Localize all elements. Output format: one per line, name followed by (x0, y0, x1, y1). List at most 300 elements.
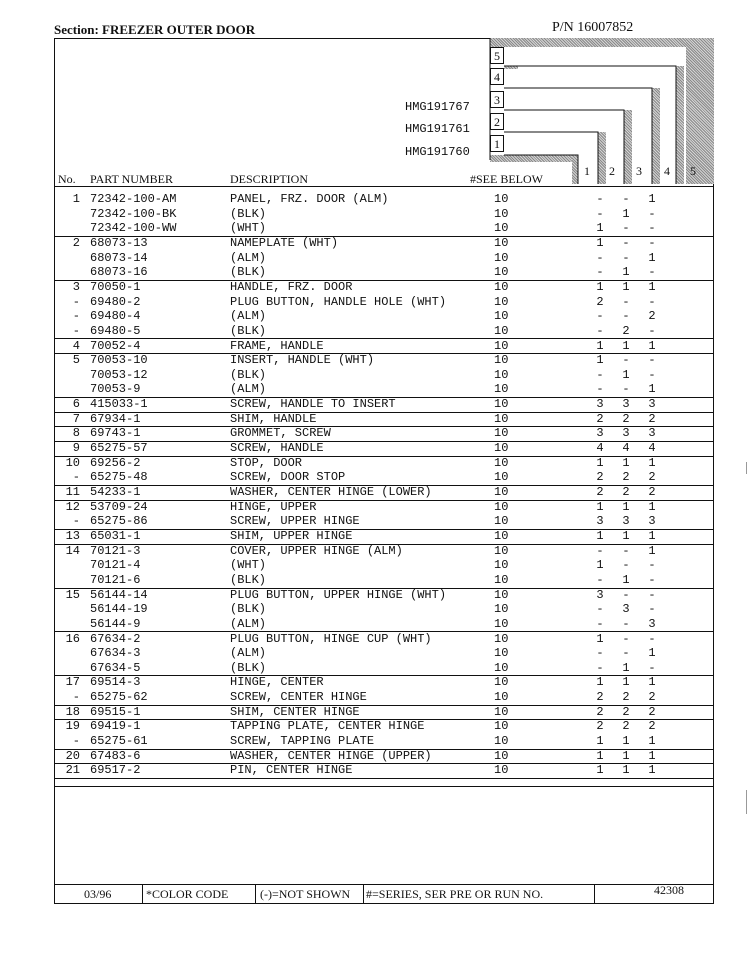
part-description: (ALM) (230, 309, 267, 324)
footer-series-note: #=SERIES, SER PRE OR RUN NO. (366, 887, 544, 901)
part-description: SCREW, DOOR STOP (230, 470, 346, 485)
item-number: - (72, 323, 80, 338)
quantity-model-2: - (622, 616, 630, 631)
part-number: 70121-4 (90, 558, 141, 573)
part-number: 67934-1 (90, 411, 141, 426)
part-description: (BLK) (230, 572, 267, 587)
part-number: 415033-1 (90, 397, 148, 412)
quantity-model-1: 3 (596, 397, 604, 412)
part-description: (ALM) (230, 250, 267, 265)
part-description: FRAME, HANDLE (230, 338, 324, 353)
quantity-model-1: - (596, 660, 604, 675)
table-row (54, 441, 714, 457)
series-number: 10 (494, 206, 509, 221)
part-number: 68073-16 (90, 265, 148, 280)
quantity-model-2: 1 (622, 675, 630, 690)
quantity-model-2: - (622, 353, 630, 368)
quantity-model-3: 1 (648, 675, 656, 690)
quantity-model-1: - (596, 206, 604, 221)
quantity-model-2: - (622, 587, 630, 602)
table-row (54, 251, 714, 266)
series-number: 10 (494, 690, 509, 705)
part-number: 70053-12 (90, 367, 148, 382)
quantity-model-3: 1 (648, 543, 656, 558)
table-row (54, 295, 714, 310)
quantity-model-1: 4 (596, 441, 604, 456)
quantity-model-2: - (622, 309, 630, 324)
table-row (54, 412, 714, 428)
item-number: 20 (65, 748, 80, 763)
part-number: 65031-1 (90, 528, 141, 543)
part-description: SCREW, HANDLE (230, 441, 324, 456)
part-number: 65275-57 (90, 441, 148, 456)
quantity-model-2: 4 (622, 441, 630, 456)
table-row (54, 324, 714, 340)
quantity-model-3: 1 (648, 250, 656, 265)
quantity-model-2: 1 (622, 455, 630, 470)
quantity-model-3: - (648, 631, 656, 646)
quantity-model-2: 2 (622, 411, 630, 426)
quantity-model-1: 1 (596, 528, 604, 543)
col-header-model-3: 3 (636, 164, 642, 178)
part-number: 72342-100-BK (90, 206, 177, 221)
quantity-model-1: 1 (596, 748, 604, 763)
quantity-model-2: 1 (622, 367, 630, 382)
part-number: 70053-10 (90, 353, 148, 368)
part-number: 69480-5 (90, 323, 141, 338)
item-number: 11 (65, 485, 80, 499)
series-number: 10 (494, 367, 509, 382)
part-number: 68073-13 (90, 235, 148, 250)
quantity-model-2: - (622, 543, 630, 558)
col-header-part-number: PART NUMBER (90, 172, 173, 186)
part-description: SCREW, TAPPING PLATE (230, 734, 375, 749)
table-row (54, 749, 714, 765)
quantity-model-1: 1 (596, 558, 604, 573)
footer-color-code: *COLOR CODE (146, 887, 229, 901)
table-row (54, 397, 714, 413)
quantity-model-3: 3 (648, 426, 656, 441)
series-number: 10 (494, 485, 509, 499)
col-header-description: DESCRIPTION (230, 172, 309, 186)
item-number: - (72, 734, 80, 749)
item-number: 18 (65, 704, 80, 719)
series-number: 10 (494, 631, 509, 646)
quantity-model-2: - (622, 192, 630, 206)
item-number: 3 (72, 279, 80, 294)
table-row (54, 661, 714, 677)
quantity-model-2: - (622, 646, 630, 661)
series-number: 10 (494, 646, 509, 661)
part-description: (WHT) (230, 558, 267, 573)
table-row (54, 353, 714, 368)
table-row (54, 763, 714, 779)
quantity-model-1: - (596, 616, 604, 631)
quantity-model-1: 2 (596, 704, 604, 719)
quantity-model-2: - (622, 235, 630, 250)
col-header-model-5: 5 (690, 164, 696, 178)
part-description: (BLK) (230, 367, 267, 382)
quantity-model-2: - (622, 294, 630, 309)
quantity-model-2: 2 (622, 704, 630, 719)
part-description: INSERT, HANDLE (WHT) (230, 353, 375, 368)
part-number: 69480-4 (90, 309, 141, 324)
quantity-model-2: 1 (622, 265, 630, 280)
quantity-model-1: 2 (596, 470, 604, 485)
quantity-model-1: 1 (596, 631, 604, 646)
quantity-model-3: 2 (648, 470, 656, 485)
section-title: Section: FREEZER OUTER DOOR (54, 22, 256, 37)
series-number: 10 (494, 602, 509, 617)
part-description: PANEL, FRZ. DOOR (ALM) (230, 192, 389, 206)
part-number: 70052-4 (90, 338, 141, 353)
col-header-no: No. (58, 172, 76, 186)
part-description: SHIM, CENTER HINGE (230, 704, 360, 719)
quantity-model-2: - (622, 250, 630, 265)
part-number: 70121-6 (90, 572, 141, 587)
quantity-model-2: 1 (622, 734, 630, 749)
part-description: WASHER, CENTER HINGE (UPPER) (230, 748, 432, 763)
table-row (54, 382, 714, 398)
table-row (54, 573, 714, 589)
series-box-3: 3 (490, 91, 504, 108)
series-number: 10 (494, 353, 509, 368)
table-row (54, 339, 714, 355)
series-number: 10 (494, 426, 509, 441)
quantity-model-3: 4 (648, 441, 656, 456)
part-description: STOP, DOOR (230, 455, 303, 470)
part-number: 68073-14 (90, 250, 148, 265)
part-number: 56144-9 (90, 616, 141, 631)
quantity-model-2: - (622, 221, 630, 236)
footer-doc-number: 42308 (654, 883, 684, 897)
model-number-2: HMG191761 (405, 122, 470, 136)
part-number: 72342-100-AM (90, 192, 177, 206)
series-number: 10 (494, 558, 509, 573)
quantity-model-3: 2 (648, 719, 656, 734)
part-number: 70121-3 (90, 543, 141, 558)
quantity-model-1: 1 (596, 353, 604, 368)
part-number: 67634-2 (90, 631, 141, 646)
quantity-model-2: 1 (622, 499, 630, 514)
quantity-model-1: 2 (596, 411, 604, 426)
item-number: 19 (65, 719, 80, 734)
quantity-model-2: 3 (622, 397, 630, 412)
header-rule (54, 186, 714, 187)
part-number: 67483-6 (90, 748, 141, 763)
quantity-model-3: 1 (648, 382, 656, 397)
table-row (54, 236, 714, 251)
quantity-model-1: 1 (596, 338, 604, 353)
footer-date: 03/96 (84, 887, 112, 901)
quantity-model-1: - (596, 367, 604, 382)
quantity-model-3: 1 (648, 763, 656, 778)
quantity-model-1: 1 (596, 675, 604, 690)
quantity-model-1: 3 (596, 587, 604, 602)
quantity-model-2: 1 (622, 338, 630, 353)
quantity-model-1: - (596, 309, 604, 324)
series-number: 10 (494, 470, 509, 485)
col-header-model-1: 1 (584, 164, 590, 178)
quantity-model-1: 2 (596, 485, 604, 499)
series-number: 10 (494, 235, 509, 250)
series-number: 10 (494, 675, 509, 690)
table-row (54, 207, 714, 222)
part-number: 69515-1 (90, 704, 141, 719)
quantity-model-2: 1 (622, 572, 630, 587)
quantity-model-2: 1 (622, 763, 630, 778)
quantity-model-1: - (596, 250, 604, 265)
quantity-model-1: 3 (596, 426, 604, 441)
part-number: 65275-61 (90, 734, 148, 749)
series-number: 10 (494, 528, 509, 543)
table-row (54, 602, 714, 617)
item-number: 9 (72, 441, 80, 456)
quantity-model-1: 1 (596, 279, 604, 294)
table-row (54, 368, 714, 383)
table-row (54, 456, 714, 471)
quantity-model-3: 3 (648, 397, 656, 412)
series-box-1: 1 (490, 135, 504, 152)
quantity-model-1: - (596, 602, 604, 617)
part-description: (WHT) (230, 221, 267, 236)
item-number: 21 (65, 763, 80, 778)
series-number: 10 (494, 587, 509, 602)
part-description: (BLK) (230, 323, 267, 338)
footer-bar (54, 884, 714, 904)
quantity-model-2: 1 (622, 206, 630, 221)
quantity-model-3: - (648, 572, 656, 587)
part-description: WASHER, CENTER HINGE (LOWER) (230, 485, 432, 499)
series-number: 10 (494, 763, 509, 778)
quantity-model-3: 1 (648, 455, 656, 470)
series-number: 10 (494, 543, 509, 558)
quantity-model-2: 1 (622, 528, 630, 543)
quantity-model-3: 1 (648, 279, 656, 294)
part-number: 70053-9 (90, 382, 141, 397)
table-row (54, 221, 714, 237)
part-description: HANDLE, FRZ. DOOR (230, 279, 353, 294)
quantity-model-1: 2 (596, 690, 604, 705)
series-number: 10 (494, 704, 509, 719)
quantity-model-3: - (648, 265, 656, 280)
quantity-model-1: - (596, 265, 604, 280)
quantity-model-2: 1 (622, 660, 630, 675)
quantity-model-3: - (648, 602, 656, 617)
table-row (54, 470, 714, 486)
quantity-model-2: 2 (622, 485, 630, 499)
item-number: 13 (65, 528, 80, 543)
part-description: SHIM, HANDLE (230, 411, 317, 426)
part-description: (BLK) (230, 206, 267, 221)
item-number: 15 (65, 587, 80, 602)
item-number: 16 (65, 631, 80, 646)
series-number: 10 (494, 397, 509, 412)
part-number: 69419-1 (90, 719, 141, 734)
series-box-2: 2 (490, 113, 504, 130)
part-description: HINGE, UPPER (230, 499, 317, 514)
series-number: 10 (494, 748, 509, 763)
quantity-model-1: 1 (596, 221, 604, 236)
part-description: PLUG BUTTON, UPPER HINGE (WHT) (230, 587, 447, 602)
part-description: (ALM) (230, 382, 267, 397)
part-number: 69743-1 (90, 426, 141, 441)
series-number: 10 (494, 250, 509, 265)
part-number: 56144-19 (90, 602, 148, 617)
part-description: NAMEPLATE (WHT) (230, 235, 339, 250)
series-number: 10 (494, 499, 509, 514)
item-number: 7 (72, 411, 80, 426)
table-row (54, 632, 714, 647)
part-number: 70050-1 (90, 279, 141, 294)
part-description: HINGE, CENTER (230, 675, 324, 690)
series-number: 10 (494, 338, 509, 353)
model-number-1: HMG191767 (405, 100, 470, 114)
item-number: 17 (65, 675, 80, 690)
quantity-model-3: - (648, 660, 656, 675)
table-row (54, 646, 714, 661)
item-number: 6 (72, 397, 80, 412)
item-number: - (72, 294, 80, 309)
part-number: 53709-24 (90, 499, 148, 514)
series-number: 10 (494, 719, 509, 734)
part-description: PLUG BUTTON, HINGE CUP (WHT) (230, 631, 432, 646)
part-number: 54233-1 (90, 485, 141, 499)
table-row (54, 690, 714, 706)
part-description: (BLK) (230, 602, 267, 617)
series-number: 10 (494, 192, 509, 206)
item-number: - (72, 514, 80, 529)
page-part-number: P/N 16007852 (552, 20, 634, 35)
quantity-model-1: 1 (596, 455, 604, 470)
part-description: (BLK) (230, 660, 267, 675)
table-row (54, 617, 714, 633)
table-row (54, 734, 714, 750)
table-row (54, 500, 714, 515)
quantity-model-3: 3 (648, 514, 656, 529)
series-number: 10 (494, 323, 509, 338)
quantity-model-2: 2 (622, 470, 630, 485)
quantity-model-3: 1 (648, 499, 656, 514)
series-number: 10 (494, 514, 509, 529)
table-row (54, 544, 714, 559)
part-description: SCREW, HANDLE TO INSERT (230, 397, 396, 412)
series-number: 10 (494, 411, 509, 426)
table-row (54, 265, 714, 281)
series-number: 10 (494, 221, 509, 236)
item-number: - (72, 690, 80, 705)
part-description: PIN, CENTER HINGE (230, 763, 353, 778)
quantity-model-2: 1 (622, 279, 630, 294)
table-row (54, 588, 714, 603)
part-description: SCREW, UPPER HINGE (230, 514, 360, 529)
quantity-model-3: 1 (648, 338, 656, 353)
quantity-model-1: 1 (596, 499, 604, 514)
table-row (54, 280, 714, 295)
quantity-model-1: 2 (596, 719, 604, 734)
table-row (54, 309, 714, 324)
quantity-model-3: 2 (648, 485, 656, 499)
quantity-model-1: 1 (596, 235, 604, 250)
quantity-model-2: 3 (622, 426, 630, 441)
quantity-model-2: - (622, 558, 630, 573)
part-description: GROMMET, SCREW (230, 426, 331, 441)
quantity-model-3: 2 (648, 704, 656, 719)
table-row (54, 426, 714, 442)
series-box-4: 4 (490, 68, 504, 85)
quantity-model-1: - (596, 646, 604, 661)
part-description: (ALM) (230, 646, 267, 661)
quantity-model-2: 1 (622, 748, 630, 763)
col-header-model-2: 2 (609, 164, 615, 178)
quantity-model-3: - (648, 206, 656, 221)
quantity-model-3: 1 (648, 748, 656, 763)
series-number: 10 (494, 265, 509, 280)
footer-not-shown: (-)=NOT SHOWN (260, 887, 351, 901)
table-row (54, 192, 714, 207)
table-row (54, 529, 714, 545)
quantity-model-1: 1 (596, 763, 604, 778)
table-end-rule (54, 786, 714, 787)
part-number: 65275-48 (90, 470, 148, 485)
part-description: PLUG BUTTON, HANDLE HOLE (WHT) (230, 294, 447, 309)
quantity-model-3: - (648, 221, 656, 236)
part-number: 67634-5 (90, 660, 141, 675)
quantity-model-3: 1 (648, 192, 656, 206)
table-row (54, 705, 714, 721)
part-number: 69517-2 (90, 763, 141, 778)
quantity-model-2: 2 (622, 323, 630, 338)
part-description: (BLK) (230, 265, 267, 280)
quantity-model-1: 3 (596, 514, 604, 529)
part-description: SCREW, CENTER HINGE (230, 690, 367, 705)
quantity-model-3: 3 (648, 616, 656, 631)
series-number: 10 (494, 455, 509, 470)
part-description: TAPPING PLATE, CENTER HINGE (230, 719, 425, 734)
quantity-model-3: 2 (648, 690, 656, 705)
item-number: 14 (65, 543, 80, 558)
item-number: - (72, 309, 80, 324)
quantity-model-2: 2 (622, 719, 630, 734)
item-number: - (72, 470, 80, 485)
item-number: 8 (72, 426, 80, 441)
quantity-model-3: 1 (648, 734, 656, 749)
quantity-model-1: 2 (596, 294, 604, 309)
quantity-model-1: - (596, 543, 604, 558)
quantity-model-3: 2 (648, 411, 656, 426)
quantity-model-3: - (648, 235, 656, 250)
series-number: 10 (494, 734, 509, 749)
part-description: SHIM, UPPER HINGE (230, 528, 353, 543)
quantity-model-2: - (622, 631, 630, 646)
item-number: 4 (72, 338, 80, 353)
item-number: 5 (72, 353, 80, 368)
table-row (54, 675, 714, 690)
quantity-model-3: - (648, 294, 656, 309)
part-number: 69480-2 (90, 294, 141, 309)
quantity-model-2: - (622, 382, 630, 397)
part-description: (ALM) (230, 616, 267, 631)
series-number: 10 (494, 441, 509, 456)
part-number: 69514-3 (90, 675, 141, 690)
quantity-model-1: - (596, 192, 604, 206)
part-number: 65275-62 (90, 690, 148, 705)
quantity-model-1: 1 (596, 734, 604, 749)
part-number: 72342-100-WW (90, 221, 177, 236)
part-number: 69256-2 (90, 455, 141, 470)
quantity-model-3: - (648, 558, 656, 573)
series-number: 10 (494, 660, 509, 675)
